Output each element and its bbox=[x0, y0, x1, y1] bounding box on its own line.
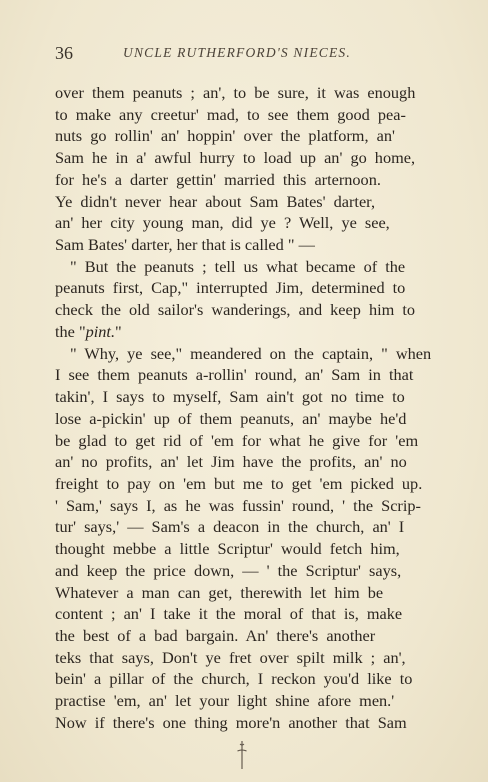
text-line: peanuts first, Cap," interrupted Jim, determined to bbox=[55, 278, 406, 298]
text-line: Sam Bates' darter, her that is called " — bbox=[55, 235, 315, 255]
text-line: lose a-pickin' up of them peanuts, an' maybe he'd bbox=[55, 408, 407, 428]
text-line: the "pint." bbox=[55, 321, 122, 341]
body-text bbox=[55, 82, 478, 734]
text-line: " But the peanuts ; tell us what became of the bbox=[70, 256, 406, 276]
text-line: over them peanuts ; an', to be sure, it was enough bbox=[55, 83, 416, 102]
text-line: thought mebbe a little Scriptur' would fetch him, bbox=[55, 539, 400, 559]
text-line: and keep the price down, — ' the Scriptur' says, bbox=[55, 560, 402, 580]
text-line: an' no profits, an' let Jim have the profits, an' no bbox=[55, 452, 407, 472]
text-line: Whatever a man can get, therewith let him be bbox=[55, 582, 384, 602]
text-line: the best of a bad bargain. An' there's another bbox=[55, 625, 376, 645]
text-line: to make any creetur' mad, to see them good pea- bbox=[55, 104, 406, 124]
text-line: nuts go rollin' an' hoppin' over the platform, an' bbox=[55, 126, 395, 146]
signature-mark bbox=[236, 740, 248, 770]
running-head: UNCLE RUTHERFORD'S NIECES. bbox=[123, 45, 351, 60]
text-line: I see them peanuts a-rollin' round, an' Sam in that bbox=[55, 365, 414, 385]
text-line: ' Sam,' says I, as he was fussin' round, ' the Scrip- bbox=[55, 495, 421, 515]
text-line: check the old sailor's wanderings, and keep him to bbox=[55, 300, 416, 320]
page-header bbox=[55, 42, 455, 64]
text-line: Now if there's one thing more'n another that Sam bbox=[55, 712, 407, 732]
text-line: teks that says, Don't ye fret over spilt milk ; an', bbox=[55, 647, 406, 667]
text-line: freight to pay on 'em but me to get 'em picked up. bbox=[55, 473, 423, 493]
text-line: " Why, ye see," meandered on the captain, " when bbox=[70, 343, 432, 363]
text-line: be glad to get rid of 'em for what he give for 'em bbox=[55, 430, 419, 450]
text-line: bein' a pillar of the church, I reckon you'd like to bbox=[55, 669, 413, 689]
text-line: for he's a darter gettin' married this arternoon. bbox=[55, 169, 381, 189]
text-line: tur' says,' — Sam's a deacon in the church, an' I bbox=[55, 517, 405, 537]
text-line: Sam he in a' awful hurry to load up an' go home, bbox=[55, 148, 416, 168]
page-number: 36 bbox=[55, 43, 73, 63]
italic-word: pint. bbox=[85, 321, 116, 341]
text-line: content ; an' I take it the moral of that is, make bbox=[55, 604, 403, 624]
text-line: practise 'em, an' let your light shine afore men.' bbox=[55, 691, 395, 711]
text-line: Ye didn't never hear about Sam Bates' darter, bbox=[55, 191, 376, 211]
text-line: an' her city young man, did ye ? Well, ye see, bbox=[55, 213, 390, 233]
text-line: takin', I says to myself, Sam ain't got no time to bbox=[55, 387, 405, 407]
